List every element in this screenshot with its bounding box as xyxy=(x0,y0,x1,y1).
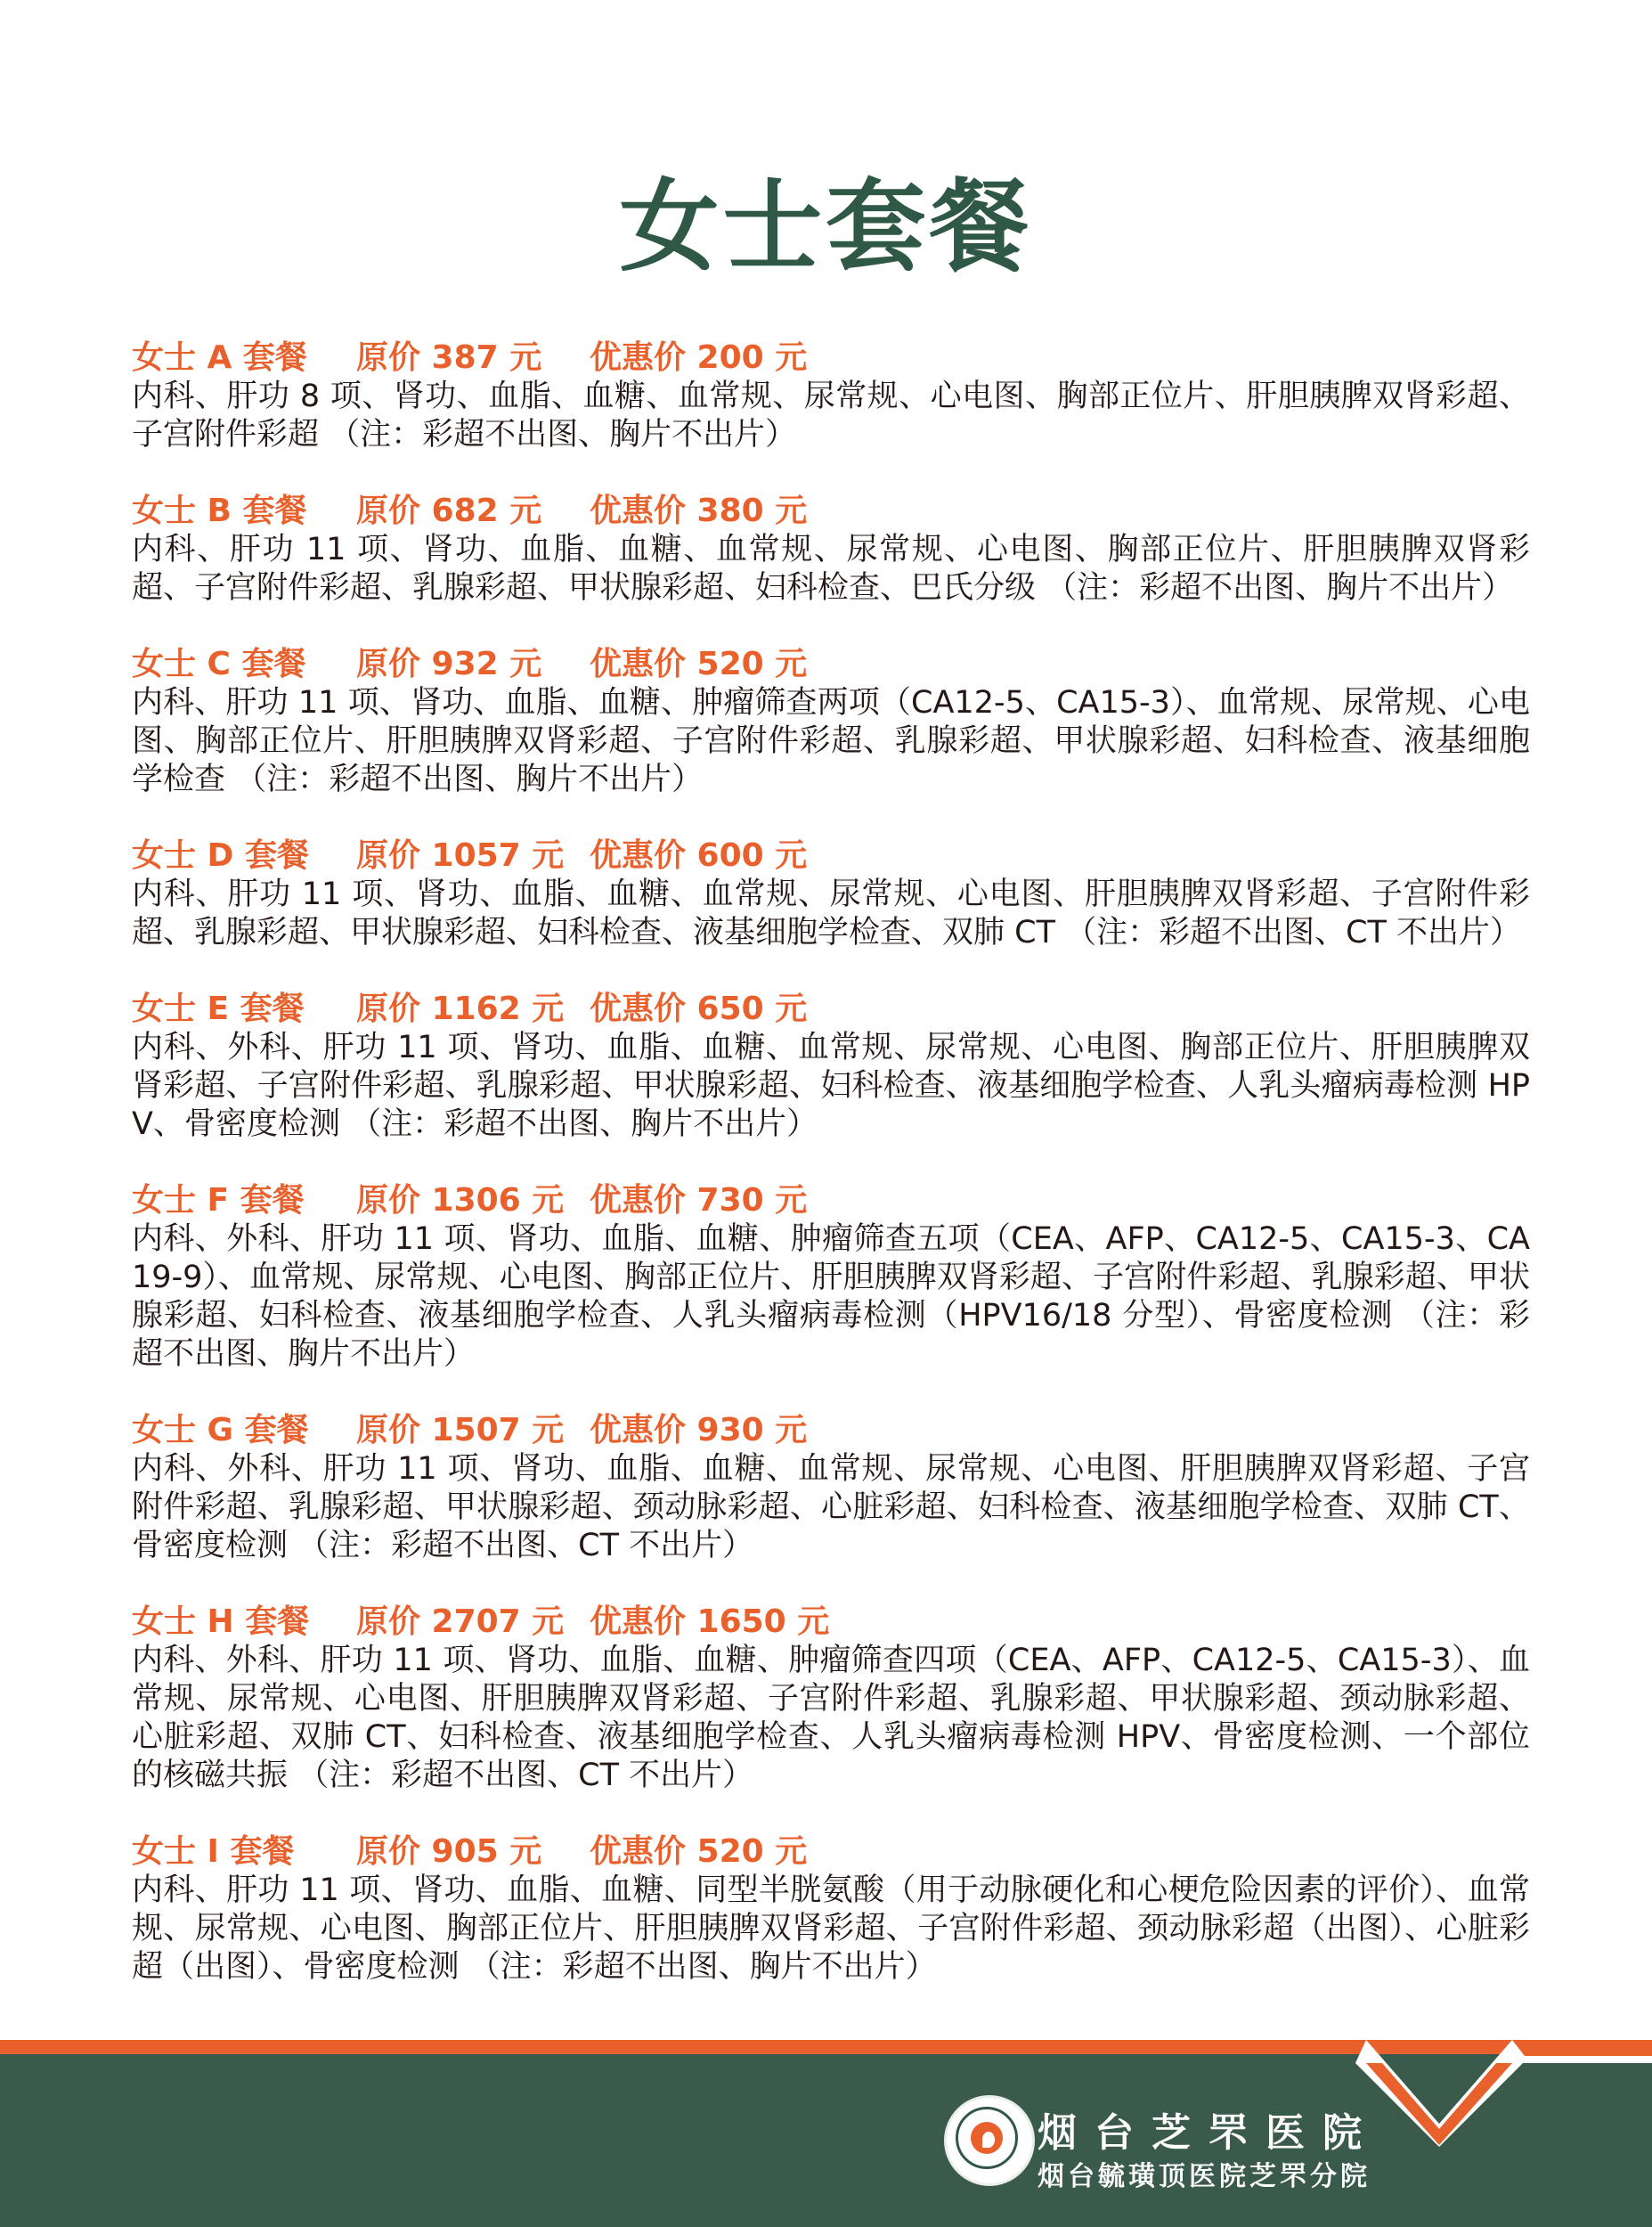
package-name: 女士 B 套餐 xyxy=(132,493,307,529)
package-items: 内科、肝功 11 项、肾功、血脂、血糖、肿瘤筛查两项（CA12-5、CA15-3）、血常规、尿常规、心电图、胸部正位片、肝胆胰脾双肾彩超、子宫附件彩超、乳腺彩超、甲状腺彩超、妇科检查、液基细胞学检查 （注：彩超不出图、胸片不出片） xyxy=(132,685,1530,797)
package-header xyxy=(132,836,1530,876)
package-name: 女士 E 套餐 xyxy=(132,991,305,1027)
package-header xyxy=(132,1603,1530,1642)
package-header xyxy=(132,1411,1530,1450)
package-list xyxy=(132,339,1530,2024)
package-item xyxy=(132,836,1530,952)
package-header xyxy=(132,339,1530,378)
package-original-price: 原价 1507 元 xyxy=(356,1412,565,1448)
package-header xyxy=(132,492,1530,531)
package-discount-price: 优惠价 730 元 xyxy=(590,1182,808,1219)
footer-background xyxy=(0,2054,1652,2227)
package-item xyxy=(132,645,1530,799)
package-original-price: 原价 932 元 xyxy=(356,646,542,682)
package-item xyxy=(132,1411,1530,1565)
package-header xyxy=(132,990,1530,1029)
hospital-subtitle: 烟台毓璜顶医院芝罘分院 xyxy=(1038,2161,1371,2192)
hospital-name: 烟台芝罘医院 xyxy=(1038,2110,1379,2156)
package-items: 内科、肝功 11 项、肾功、血脂、血糖、同型半胱氨酸（用于动脉硬化和心梗危险因素的评价）、血常规、尿常规、心电图、胸部正位片、肝胆胰脾双肾彩超、子宫附件彩超、颈动脉彩超（出图）、心脏彩超（出图）、骨密度检测 （注：彩超不出图、胸片不出片） xyxy=(132,1872,1530,1985)
package-original-price: 原价 2707 元 xyxy=(356,1603,565,1640)
package-items: 内科、外科、肝功 11 项、肾功、血脂、血糖、肿瘤筛查五项（CEA、AFP、CA12-5、CA15-3、CA19-9）、血常规、尿常规、心电图、胸部正位片、肝胆胰脾双肾彩超、子宫附件彩超、乳腺彩超、甲状腺彩超、妇科检查、液基细胞学检查、人乳头瘤病毒检测（HPV16/18 分型）、骨密度检测 （注：彩超不出图、胸片不出片） xyxy=(132,1221,1530,1372)
package-original-price: 原价 905 元 xyxy=(356,1833,542,1870)
page-title: 女士套餐 xyxy=(619,169,1033,285)
package-header xyxy=(132,1181,1530,1220)
package-original-price: 原价 1057 元 xyxy=(356,837,565,874)
package-name: 女士 H 套餐 xyxy=(132,1603,310,1640)
package-header xyxy=(132,645,1530,684)
package-item xyxy=(132,1832,1530,1986)
package-name: 女士 G 套餐 xyxy=(132,1412,309,1448)
footer-graphic xyxy=(0,2040,1652,2227)
package-name: 女士 I 套餐 xyxy=(132,1833,295,1870)
package-discount-price: 优惠价 520 元 xyxy=(590,1833,808,1870)
package-discount-price: 优惠价 1650 元 xyxy=(590,1603,830,1640)
package-items: 内科、肝功 11 项、肾功、血脂、血糖、血常规、尿常规、心电图、胸部正位片、肝胆胰脾双肾彩超、子宫附件彩超、乳腺彩超、甲状腺彩超、妇科检查、巴氏分级 （注：彩超不出图、胸片不出片） xyxy=(132,532,1530,606)
package-original-price: 原价 387 元 xyxy=(356,339,542,376)
package-original-price: 原价 1162 元 xyxy=(356,991,565,1027)
package-item xyxy=(132,990,1530,1144)
hospital-logo-icon xyxy=(944,2095,1035,2186)
package-item xyxy=(132,1603,1530,1795)
package-discount-price: 优惠价 380 元 xyxy=(590,493,808,529)
package-item xyxy=(132,339,1530,454)
package-items: 内科、肝功 11 项、肾功、血脂、血糖、血常规、尿常规、心电图、肝胆胰脾双肾彩超、子宫附件彩超、乳腺彩超、甲状腺彩超、妇科检查、液基细胞学检查、双肺 CT （注：彩超不出图、CT 不出片） xyxy=(132,877,1530,950)
package-discount-price: 优惠价 600 元 xyxy=(590,837,808,874)
package-discount-price: 优惠价 930 元 xyxy=(590,1412,808,1448)
package-items: 内科、肝功 8 项、肾功、血脂、血糖、血常规、尿常规、心电图、胸部正位片、肝胆胰脾双肾彩超、子宫附件彩超 （注：彩超不出图、胸片不出片） xyxy=(132,379,1530,453)
package-item xyxy=(132,1181,1530,1374)
footer-top-stripe xyxy=(0,2040,1652,2054)
package-items: 内科、外科、肝功 11 项、肾功、血脂、血糖、肿瘤筛查四项（CEA、AFP、CA12-5、CA15-3）、血常规、尿常规、心电图、肝胆胰脾双肾彩超、子宫附件彩超、乳腺彩超、甲状腺彩超、颈动脉彩超、心脏彩超、双肺 CT、妇科检查、液基细胞学检查、人乳头瘤病毒检测 HPV、骨密度检测、一个部位的核磁共振 （注：彩超不出图、CT 不出片） xyxy=(132,1643,1530,1793)
package-original-price: 原价 1306 元 xyxy=(356,1182,565,1219)
package-discount-price: 优惠价 650 元 xyxy=(590,991,808,1027)
package-name: 女士 D 套餐 xyxy=(132,837,309,874)
package-discount-price: 优惠价 520 元 xyxy=(590,646,808,682)
package-items: 内科、外科、肝功 11 项、肾功、血脂、血糖、血常规、尿常规、心电图、胸部正位片、肝胆胰脾双肾彩超、子宫附件彩超、乳腺彩超、甲状腺彩超、妇科检查、液基细胞学检查、人乳头瘤病毒检测 HPV、骨密度检测 （注：彩超不出图、胸片不出片） xyxy=(132,1030,1530,1142)
footer-band xyxy=(0,2040,1652,2227)
package-original-price: 原价 682 元 xyxy=(356,493,542,529)
package-header xyxy=(132,1832,1530,1872)
package-name: 女士 F 套餐 xyxy=(132,1182,305,1219)
package-item xyxy=(132,492,1530,608)
package-name: 女士 C 套餐 xyxy=(132,646,306,682)
package-items: 内科、外科、肝功 11 项、肾功、血脂、血糖、血常规、尿常规、心电图、肝胆胰脾双肾彩超、子宫附件彩超、乳腺彩超、甲状腺彩超、颈动脉彩超、心脏彩超、妇科检查、液基细胞学检查、双肺 CT、骨密度检测 （注：彩超不出图、CT 不出片） xyxy=(132,1451,1530,1563)
package-name: 女士 A 套餐 xyxy=(132,339,307,376)
package-discount-price: 优惠价 200 元 xyxy=(590,339,808,376)
